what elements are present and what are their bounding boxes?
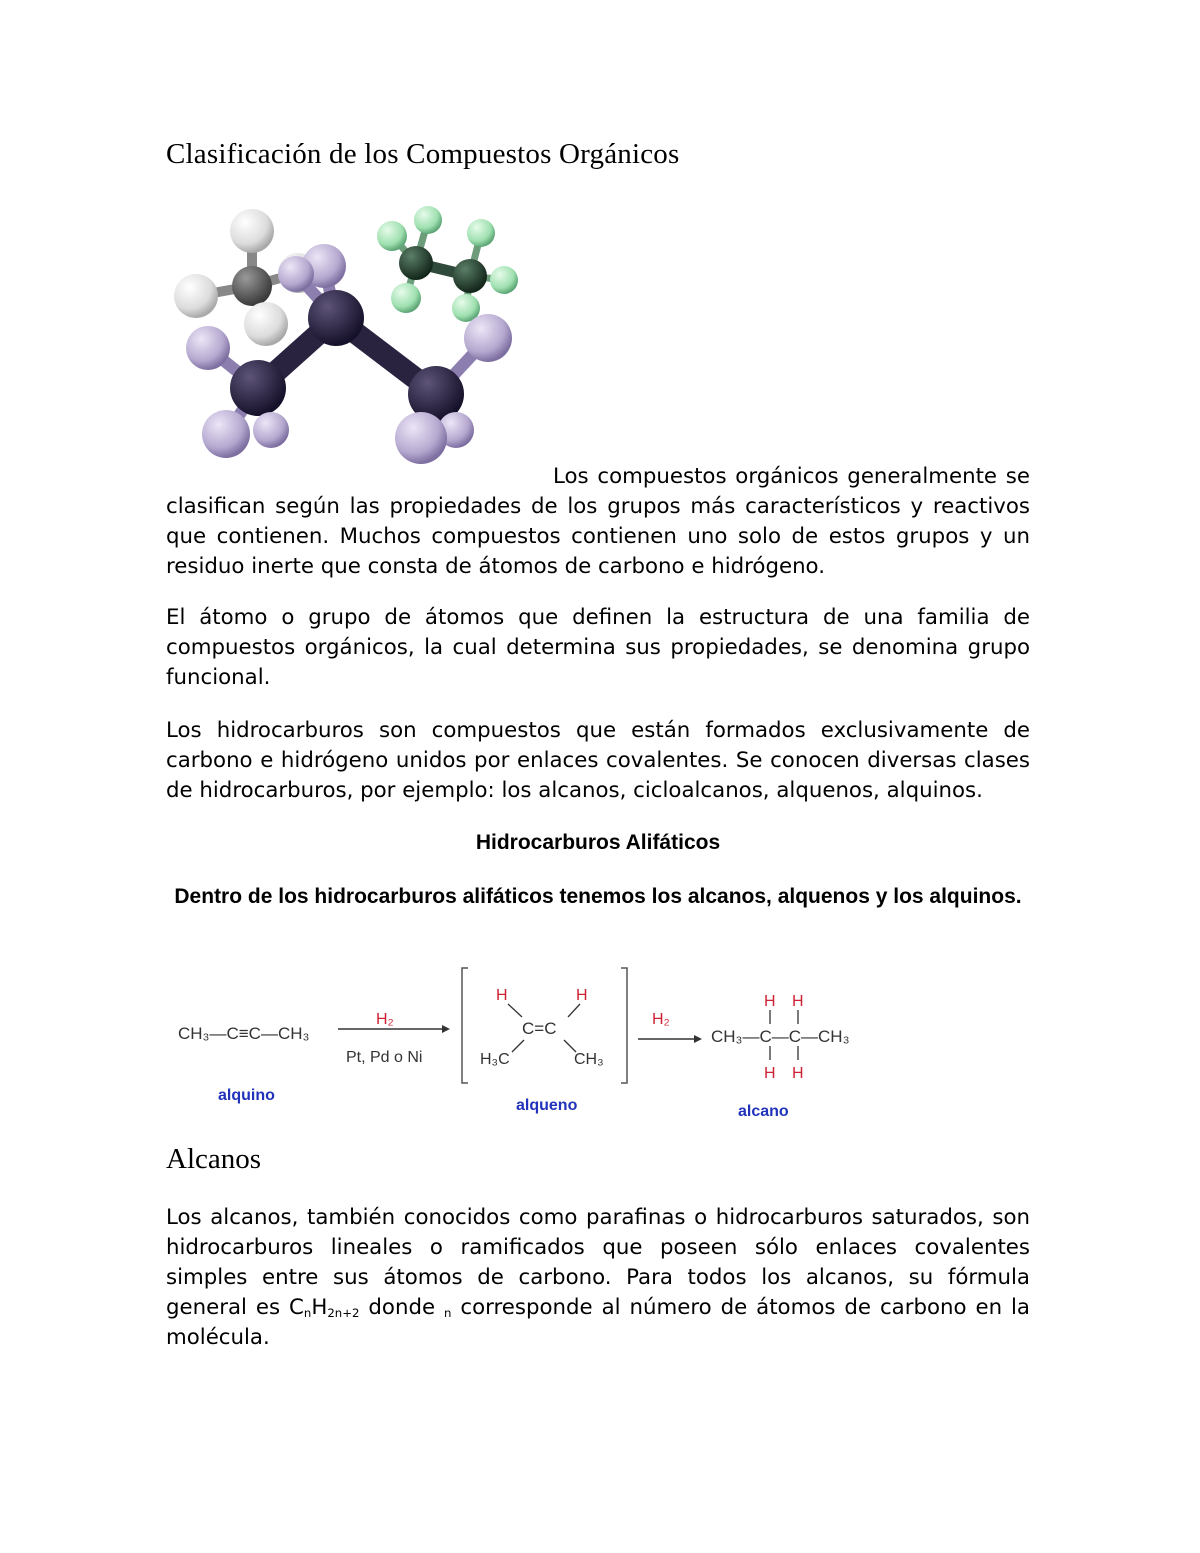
- reaction-scheme: [166, 960, 866, 1130]
- molecule-image: [166, 198, 536, 470]
- paragraph-grupo-funcional: El átomo o grupo de átomos que definen la estructura de una familia de compuestos orgánicos, la cual determina sus propiedades, se denomina grupo funcional.: [166, 605, 1030, 690]
- formula-n: n: [303, 1305, 312, 1320]
- bracket-right: [621, 968, 627, 1083]
- paragraph-hidrocarburos: Los hidrocarburos son compuestos que están formados exclusivamente de carbono e hidrógeno unidos por enlaces covalentes. Se conocen diversas clases de hidrocarburos, por ejemplo: los alcanos, cicloalcanos, alquenos, alquinos.: [166, 718, 1030, 803]
- reagent-h2-1: H₂: [376, 1011, 394, 1028]
- alqueno-ch3: CH₃: [574, 1051, 604, 1068]
- alqueno-h-right: H: [576, 987, 588, 1004]
- bond-h-right: [568, 1004, 580, 1017]
- page-title: Clasificación de los Compuestos Orgánicos: [166, 138, 680, 170]
- alcanos-text-1: Los alcanos, también conocidos como parafinas o hidrocarburos saturados, son hidrocarburos lineales o ramificados que poseen sólo enlaces covalentes simples entre sus átomos de carbono. Para todos los alcanos, su fórmula general es: [166, 1205, 1030, 1320]
- green-ethane-group: [377, 206, 518, 322]
- alquino-formula: CH₃—C≡C—CH₃: [178, 1024, 310, 1043]
- arrow-2-head: [694, 1035, 702, 1043]
- alcano-h-top-2: H: [792, 993, 804, 1010]
- formula-2n2: 2n+2: [327, 1305, 360, 1320]
- formula-h: H: [311, 1295, 328, 1320]
- bracket-left: [462, 968, 468, 1083]
- reagent-h2-2: H₂: [652, 1011, 670, 1028]
- alcanos-text-2: donde: [359, 1295, 445, 1320]
- alcanos-text-3: corresponde al número de átomos de carbono en la molécula.: [166, 1295, 1030, 1350]
- alcano-h-bot-2: H: [792, 1065, 804, 1082]
- variable-n: n: [444, 1305, 452, 1320]
- bond-ch3-left: [512, 1040, 524, 1052]
- alcano-formula: CH₃—C—C—CH₃: [711, 1027, 850, 1046]
- subheading-dentro: Dentro de los hidrocarburos alifáticos tenemos los alcanos, alquenos y los alquinos.: [174, 885, 1022, 908]
- subheading-alifaticos: Hidrocarburos Alifáticos: [475, 831, 721, 854]
- alcano-h-bot-1: H: [764, 1065, 776, 1082]
- alcano-label: alcano: [738, 1103, 789, 1120]
- catalyst-label: Pt, Pd o Ni: [346, 1049, 423, 1066]
- paragraph-alcanos: [166, 1203, 1030, 1353]
- paragraph-intro: Los compuestos orgánicos generalmente se clasifican según las propiedades de los grupos más característicos y reactivos que contienen. Muchos compuestos contienen uno solo de estos grupos y un residuo inerte que consta de átomos de carbono e hidrógeno.: [166, 464, 1030, 579]
- alqueno-h3c: H₃C: [480, 1051, 510, 1068]
- bond-h-left: [508, 1004, 522, 1017]
- alqueno-label: alqueno: [516, 1097, 578, 1114]
- alqueno-h-left: H: [496, 987, 508, 1004]
- alquino-label: alquino: [218, 1087, 275, 1104]
- alqueno-cc: C=C: [522, 1019, 557, 1038]
- section-heading-alcanos: Alcanos: [166, 1143, 262, 1175]
- arrow-1-head: [442, 1025, 450, 1033]
- formula-c: C: [289, 1295, 304, 1320]
- alcano-h-top-1: H: [764, 993, 776, 1010]
